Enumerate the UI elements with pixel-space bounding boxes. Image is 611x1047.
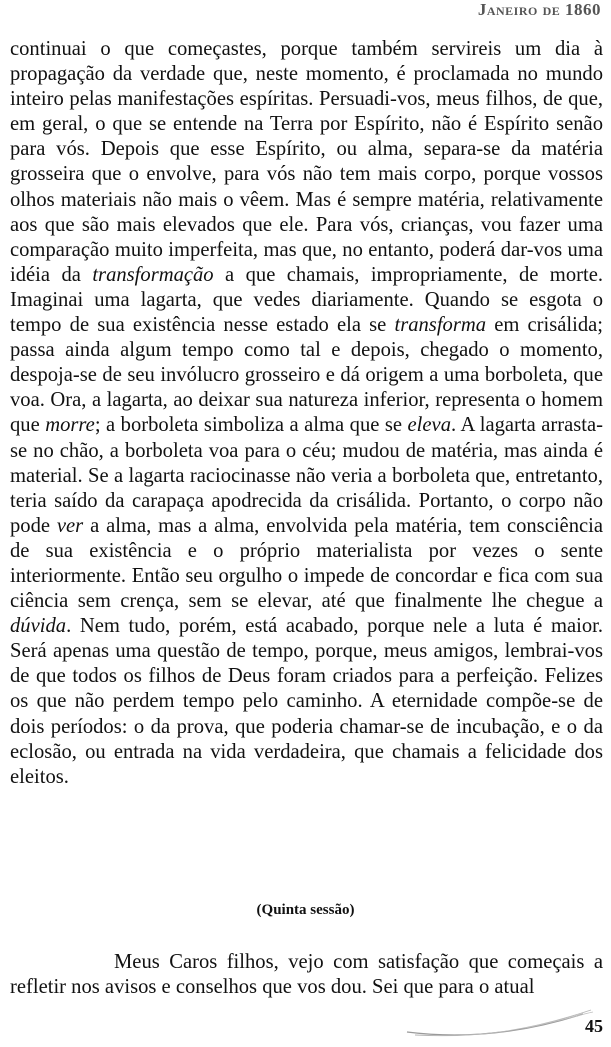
text-run: ; a borboleta simboliza a alma que se xyxy=(94,414,408,437)
italic-run: dúvida xyxy=(10,615,67,638)
running-head: Janeiro de 1860 xyxy=(477,0,601,19)
italic-run: ver xyxy=(56,514,84,537)
footer-swoosh-ornament xyxy=(405,1008,595,1038)
text-run: a que chamais, impropriamente, de morte. Imaginai uma lagarta, que vedes diariamente. Quando se esgota o tempo de sua existência nesse estado ela se xyxy=(10,263,603,337)
body-paragraph xyxy=(10,37,603,790)
text-run: . Nem tudo, porém, está acabado, porque nele a luta é maior. Será apenas uma questão de tempo, porque, meus amigos, lembrai-vos de que todos os filhos de Deus foram criados para a perfeição. Felizes os que não perdem tempo pelo caminho. A eternidade compõe-se de dois períodos: o da prova, que poderia chamar-se de incubação, e o da eclosão, ou entrada na vida verdadeira, que chamais a felicidade dos eleitos. xyxy=(10,615,603,788)
page-number: 45 xyxy=(585,1016,603,1036)
italic-run: eleva xyxy=(407,414,451,437)
text-run: continuai o que começastes, porque também servireis um dia à propagação da verdade que, neste momento, é proclamada no mundo inteiro pelas manifestações espíritas. Persuadi-vos, meus filhos, de que, em geral, o que se entende na Terra por Espírito, não é Espírito senão para vós. Depois que esse Espírito, ou alma, separa-se da matéria grosseira que o envolve, para vós não tem mais corpo, porque vossos olhos materiais não mais o vêem. Mas é sempre matéria, relativamente aos que são mais elevados que ele. Para vós, crianças, vou fazer uma comparação muito imperfeita, mas que, no entanto, poderá dar-vos uma idéia da xyxy=(10,38,603,286)
text-run: a alma, mas a alma, envolvida pela matéria, tem consciência de sua existência e o próprio materialista por vezes o sente interiormente. Então seu orgulho o impede de concordar e fica com sua ciência sem crença, sem se elevar, até que finalmente lhe chegue a xyxy=(10,514,603,613)
main-text xyxy=(10,37,603,790)
italic-run: transformação xyxy=(92,263,214,286)
text-run: em crisálida; passa ainda algum tempo como tal e depois, chegado o momento, despoja-se de seu invólucro grosseiro e dá origem a uma borboleta, que voa. Ora, a lagarta, ao deixar sua natureza inferior, representa o homem que xyxy=(10,314,603,437)
body-paragraph-second: Meus Caros filhos, vejo com satisfação que começais a refletir nos avisos e conselhos que vos dou. Sei que para o atual xyxy=(10,951,603,999)
italic-run: transforma xyxy=(394,314,487,337)
text-run: . A lagarta arrasta-se no chão, a borboleta voa para o céu; mudou de matéria, mas ainda é material. Se a lagarta raciocinasse não veria a borboleta que, entretanto, teria saído da carapaça apodrecida da crisálida. Portanto, o corpo não pode xyxy=(10,414,603,537)
italic-run: morre xyxy=(45,414,95,437)
section-heading: (Quinta sessão) xyxy=(256,902,355,918)
